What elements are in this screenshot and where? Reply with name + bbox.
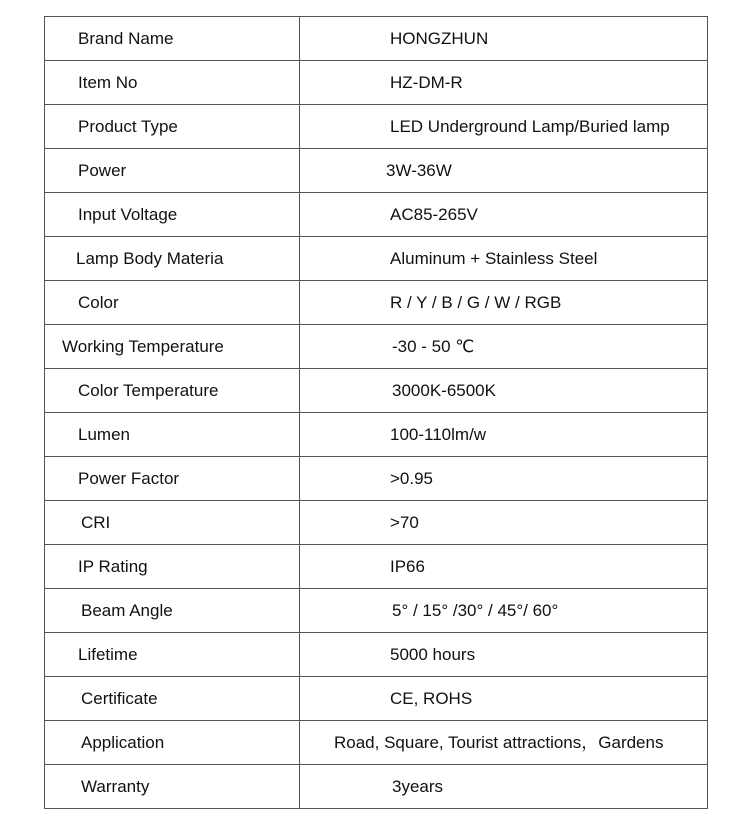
table-row xyxy=(45,721,708,765)
table-row xyxy=(45,545,708,589)
spec-value: AC85-265V xyxy=(300,193,708,237)
table-row xyxy=(45,281,708,325)
spec-value: HZ-DM-R xyxy=(300,61,708,105)
spec-key: Warranty xyxy=(45,765,300,809)
spec-key: Certificate xyxy=(45,677,300,721)
table-row xyxy=(45,325,708,369)
spec-key: Power Factor xyxy=(45,457,300,501)
table-row xyxy=(45,589,708,633)
spec-value: CE, ROHS xyxy=(300,677,708,721)
spec-value: Aluminum + Stainless Steel xyxy=(300,237,708,281)
table-row xyxy=(45,149,708,193)
spec-value: 5° / 15° /30° / 45°/ 60° xyxy=(300,589,708,633)
spec-value: 5000 hours xyxy=(300,633,708,677)
spec-value: >0.95 xyxy=(300,457,708,501)
spec-value: 3W-36W xyxy=(300,149,708,193)
table-row xyxy=(45,105,708,149)
table-row xyxy=(45,677,708,721)
table-row xyxy=(45,369,708,413)
table-row xyxy=(45,237,708,281)
spec-value: -30 - 50 ℃ xyxy=(300,325,708,369)
table-row xyxy=(45,17,708,61)
table-row xyxy=(45,193,708,237)
spec-key: Power xyxy=(45,149,300,193)
table-row xyxy=(45,413,708,457)
spec-value: IP66 xyxy=(300,545,708,589)
spec-key: Lamp Body Materia xyxy=(45,237,300,281)
spec-key: Lumen xyxy=(45,413,300,457)
table-row xyxy=(45,501,708,545)
spec-value: 3000K-6500K xyxy=(300,369,708,413)
spec-table xyxy=(44,16,708,809)
spec-key: Lifetime xyxy=(45,633,300,677)
spec-value: R / Y / B / G / W / RGB xyxy=(300,281,708,325)
spec-key: Working Temperature xyxy=(45,325,300,369)
spec-key: Item No xyxy=(45,61,300,105)
spec-key: Color Temperature xyxy=(45,369,300,413)
spec-key: IP Rating xyxy=(45,545,300,589)
spec-value: Road, Square, Tourist attractions，Gardens xyxy=(300,721,708,765)
table-row xyxy=(45,457,708,501)
spec-key: Product Type xyxy=(45,105,300,149)
spec-key: Color xyxy=(45,281,300,325)
spec-value: >70 xyxy=(300,501,708,545)
spec-value: LED Underground Lamp/Buried lamp xyxy=(300,105,708,149)
table-row xyxy=(45,633,708,677)
spec-value: HONGZHUN xyxy=(300,17,708,61)
spec-value: 100-110lm/w xyxy=(300,413,708,457)
spec-key: CRI xyxy=(45,501,300,545)
spec-value: 3years xyxy=(300,765,708,809)
spec-key: Beam Angle xyxy=(45,589,300,633)
table-row xyxy=(45,61,708,105)
spec-key: Brand Name xyxy=(45,17,300,61)
spec-key: Application xyxy=(45,721,300,765)
table-row xyxy=(45,765,708,809)
spec-key: Input Voltage xyxy=(45,193,300,237)
